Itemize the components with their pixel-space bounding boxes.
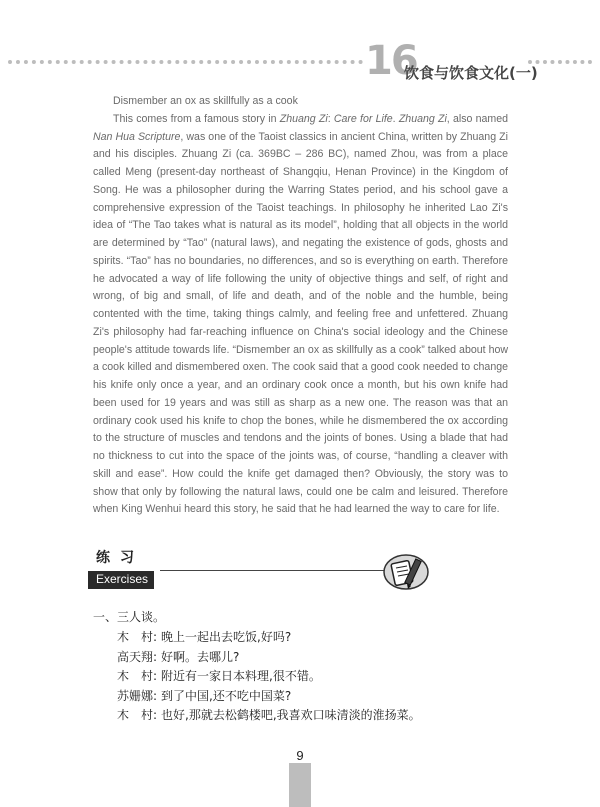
- chapter-number: 16: [365, 38, 417, 84]
- article: [93, 93, 508, 519]
- line-text: 附近有一家日本料理,很不错。: [161, 669, 321, 683]
- book-title: Zhuang Zi: [279, 112, 328, 125]
- speaker: 苏姗娜:: [117, 688, 158, 703]
- chapter-title: 饮食与饮食文化(一): [404, 64, 538, 82]
- page-tab-bar: [289, 763, 311, 807]
- line-text: 好啊。去哪儿?: [161, 649, 240, 664]
- header-dotted-rule: [8, 60, 363, 64]
- speaker: 木 村:: [117, 630, 158, 644]
- speaker: 木 村:: [117, 669, 158, 683]
- text-run: :: [327, 112, 334, 125]
- book-title: Zhuang Zi: [398, 112, 447, 125]
- speaker: 高天翔:: [117, 649, 158, 664]
- dialogue-line: [117, 648, 421, 668]
- dialogue-line: [117, 706, 421, 726]
- exercises-heading-en: Exercises: [96, 572, 149, 586]
- exercises-heading-zh: 练习: [96, 550, 144, 566]
- chapter-name: Care for Life: [333, 112, 393, 125]
- text-run: .: [392, 112, 399, 125]
- text-run: This comes from a famous story in: [113, 112, 280, 125]
- dialogue-line: [117, 687, 421, 707]
- notebook-pencil-icon: [383, 553, 429, 591]
- article-paragraph: [93, 111, 508, 519]
- alt-book-name: Nan Hua Scripture: [93, 130, 181, 143]
- question-1-heading: 一、三人谈。: [93, 610, 166, 624]
- line-text: 晚上一起出去吃饭,好吗?: [161, 630, 292, 644]
- speaker: 木 村:: [117, 708, 158, 722]
- dialogue-line: [117, 628, 421, 648]
- line-text: 到了中国,还不吃中国菜?: [161, 688, 292, 703]
- text-run: , was one of the Taoist classics in ancient China, written by Zhuang Zi and his disciples. Zhuang Zi (ca. 369BC – 286 BC), named Zhou, was from a place called Meng (present-day northeast of Shangqiu, Henan Province) in the Kingdom of Song. He was a philosopher during the Warring States period, and his school gave a comprehensive expression of the Taoist teachings. In philosophy he inherited Lao Zi's idea of “The Tao takes what is natural as its model”, holding that all objects in the world are determined by “Tao” (natural laws), and negating the existence of gods, ghosts and spirits. “Tao” has no boundaries, no differences, and so is everything on earth. Therefore he advocated a way of life following the unity of objective things and self, of right and wrong, of big and small, of life and death, and of the noble and the humble, being contented with the time, taking things calmly, and feeling free and unfettered. Zhuang Zi's philosophy had far-reaching influence on China's social ideology and the Chinese people's attitude towards life. “Dismember an ox as skillfully as a cook” talked about how a cook killed and dismembered oxen. The cook said that a good cook needed to change his knife only once a year, and an ordinary cook once a month, but his own knife had been used for 19 years and was still as sharp as a new one. The reason was that an ordinary cook used his knife to chop the bones, while he dismembered the ox according to the structure of muscles and tendons and the joints of bones. Using a blade that had no thickness to cut into the space of the joints was, of course, “handling a cleaver with skill and ease”. How could the knife get damaged then? Obviously, the story was to show that only by following the natural laws, could one be calm and leisured. Therefore when King Wenhui heard this story, he said that he had learned the way to care for life.: [93, 130, 508, 516]
- exercises-rule: [160, 570, 386, 571]
- page-number: 9: [296, 748, 304, 763]
- text-run: , also named: [446, 112, 508, 125]
- dialogue: [117, 628, 421, 726]
- article-title: Dismember an ox as skillfully as a cook: [113, 95, 298, 107]
- line-text: 也好,那就去松鹤楼吧,我喜欢口味清淡的淮扬菜。: [161, 708, 421, 722]
- dialogue-line: [117, 667, 421, 687]
- page-header: [0, 0, 600, 90]
- header-dotted-rule-right: [528, 60, 592, 64]
